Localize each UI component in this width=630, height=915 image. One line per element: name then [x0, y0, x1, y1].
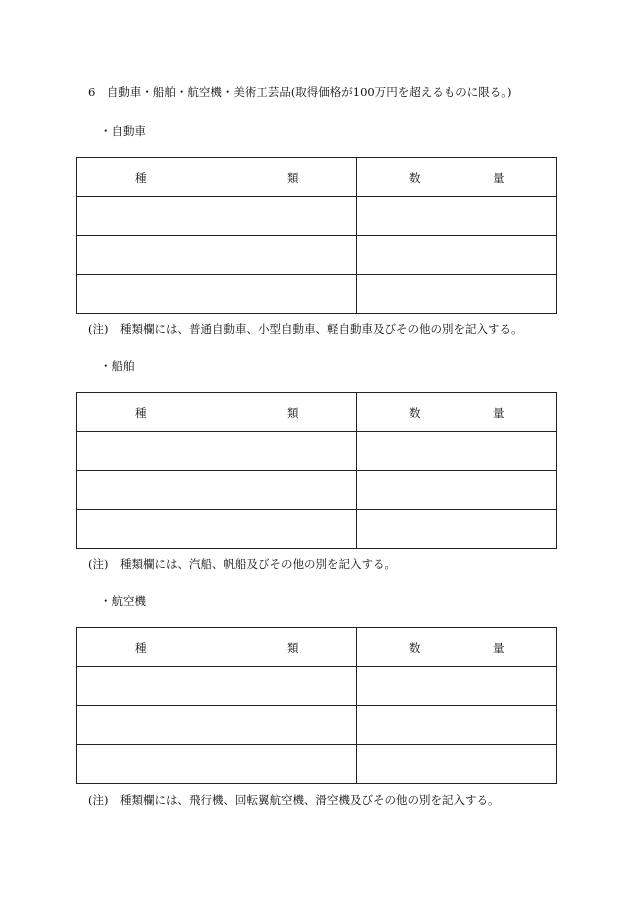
- table-row: [77, 667, 557, 706]
- header-kind-char1: 種: [135, 406, 147, 420]
- table-ship: [76, 392, 557, 549]
- kind-cell[interactable]: [77, 275, 357, 314]
- quantity-cell[interactable]: [357, 197, 557, 236]
- header-qty-char2: 量: [493, 406, 505, 420]
- table-row: [77, 236, 557, 275]
- kind-cell[interactable]: [77, 706, 357, 745]
- quantity-cell[interactable]: [357, 706, 557, 745]
- quantity-cell[interactable]: [357, 236, 557, 275]
- table-row: [77, 275, 557, 314]
- table-row: [77, 706, 557, 745]
- kind-cell[interactable]: [77, 471, 357, 510]
- kind-cell[interactable]: [77, 745, 357, 784]
- header-quantity: [357, 393, 557, 432]
- header-kind-char2: 類: [287, 171, 299, 185]
- table-row: [77, 510, 557, 549]
- header-qty-char2: 量: [493, 641, 505, 655]
- quantity-cell[interactable]: [357, 432, 557, 471]
- header-qty-char1: 数: [409, 171, 421, 185]
- table-automobile: [76, 157, 557, 314]
- header-qty-char2: 量: [493, 171, 505, 185]
- kind-cell[interactable]: [77, 510, 357, 549]
- quantity-cell[interactable]: [357, 471, 557, 510]
- header-kind-char2: 類: [287, 641, 299, 655]
- header-quantity: [357, 628, 557, 667]
- subtitle-ship: ・船舶: [100, 359, 135, 373]
- table-row: [77, 432, 557, 471]
- header-kind: [77, 393, 357, 432]
- kind-cell[interactable]: [77, 236, 357, 275]
- header-qty-char1: 数: [409, 406, 421, 420]
- quantity-cell[interactable]: [357, 745, 557, 784]
- header-kind-char2: 類: [287, 406, 299, 420]
- header-kind: [77, 628, 357, 667]
- kind-cell[interactable]: [77, 432, 357, 471]
- quantity-cell[interactable]: [357, 667, 557, 706]
- subtitle-automobile: ・自動車: [100, 124, 146, 138]
- header-kind-char1: 種: [135, 641, 147, 655]
- subtitle-aircraft: ・航空機: [100, 594, 146, 608]
- quantity-cell[interactable]: [357, 510, 557, 549]
- header-qty-char1: 数: [409, 641, 421, 655]
- header-quantity: [357, 158, 557, 197]
- quantity-cell[interactable]: [357, 275, 557, 314]
- note-aircraft: (注) 種類欄には、飛行機、回転翼航空機、滑空機及びその他の別を記入する。: [88, 793, 500, 807]
- table-row: [77, 197, 557, 236]
- table-row: [77, 471, 557, 510]
- header-kind-char1: 種: [135, 171, 147, 185]
- section-title: 6 自動車・船舶・航空機・美術工芸品(取得価格が100万円を超えるものに限る。): [88, 85, 512, 99]
- kind-cell[interactable]: [77, 667, 357, 706]
- note-ship: (注) 種類欄には、汽船、帆船及びその他の別を記入する。: [88, 557, 396, 571]
- table-row: [77, 745, 557, 784]
- note-automobile: (注) 種類欄には、普通自動車、小型自動車、軽自動車及びその他の別を記入する。: [88, 322, 523, 336]
- header-kind: [77, 158, 357, 197]
- kind-cell[interactable]: [77, 197, 357, 236]
- table-aircraft: [76, 627, 557, 784]
